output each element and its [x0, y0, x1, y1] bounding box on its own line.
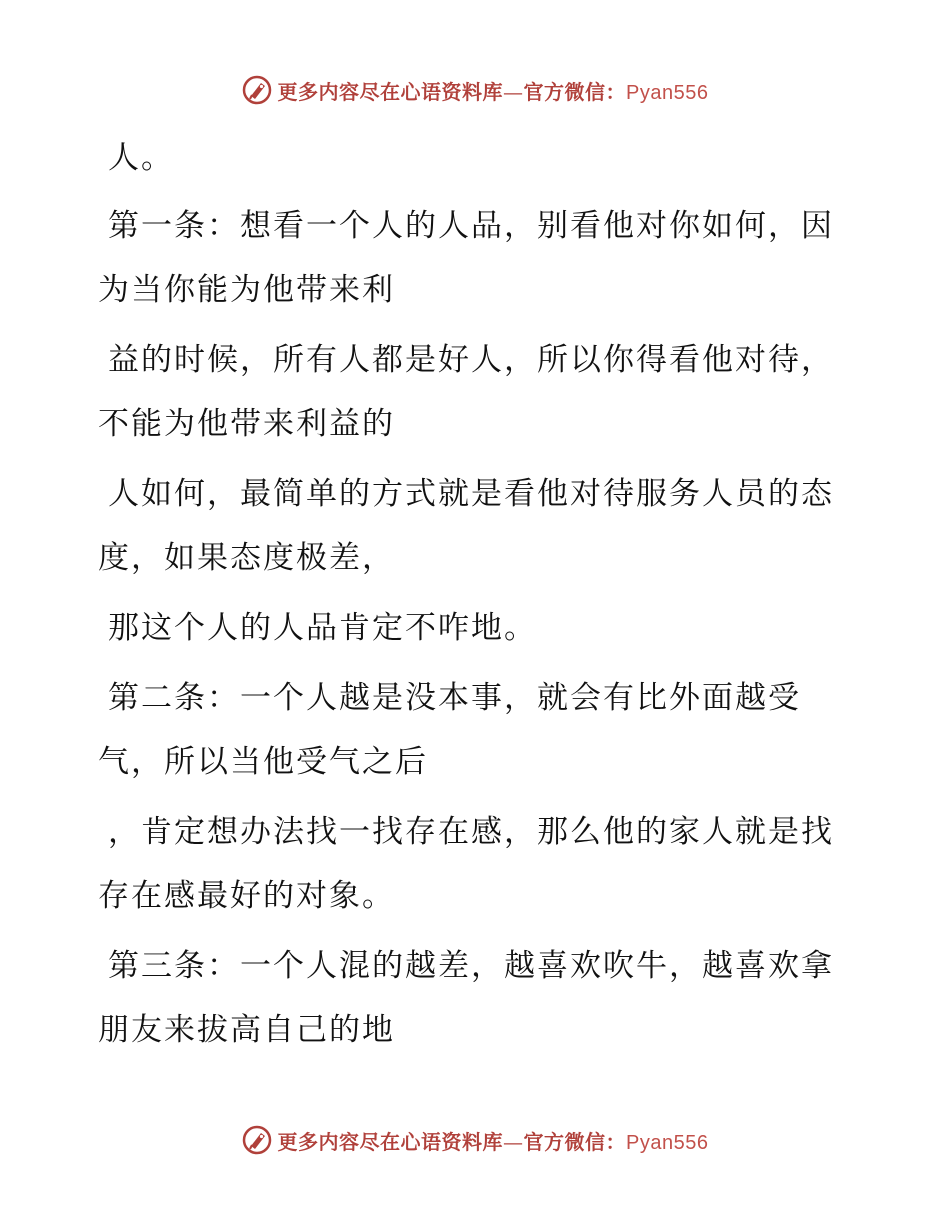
footer-banner [0, 1120, 950, 1160]
footer-text [278, 1126, 709, 1155]
paragraph: 第三条：一个人混的越差，越喜欢吹牛，越喜欢拿朋友来拔高自己的地 [98, 948, 834, 1048]
footer-site-text: 更多内容尽在心语资料库 [277, 1129, 504, 1154]
pen-nib-logo-icon [242, 75, 272, 105]
paragraph: 益的时候，所有人都是好人，所以你得看他对待，不能为他带来利益的 [98, 342, 834, 442]
pen-nib-logo-icon [242, 1125, 272, 1155]
header-separator: — [503, 79, 524, 104]
header-wechat-label: 官方微信： [523, 79, 627, 104]
paragraph: ，肯定想办法找一找存在感，那么他的家人就是找存在感最好的对象。 [98, 814, 834, 914]
paragraph: 人如何，最简单的方式就是看他对待服务人员的态度，如果态度极差， [98, 476, 834, 576]
paragraph: 第一条：想看一个人的人品，别看他对你如何，因为当你能为他带来利 [98, 208, 834, 308]
paragraph: 第二条：一个人越是没本事，就会有比外面越受气，所以当他受气之后 [98, 680, 801, 780]
header-text [278, 76, 709, 105]
header-wechat-handle: Pyan556 [626, 81, 709, 104]
footer-wechat-handle: Pyan556 [626, 1131, 709, 1154]
footer-separator: — [503, 1129, 524, 1154]
document-body [98, 126, 838, 1068]
footer-wechat-label: 官方微信： [523, 1129, 627, 1154]
paragraph: 那这个人的人品肯定不咋地。 [108, 610, 537, 646]
paragraph: 人。 [108, 140, 174, 176]
header-site-text: 更多内容尽在心语资料库 [277, 79, 504, 104]
header-banner [0, 70, 950, 110]
